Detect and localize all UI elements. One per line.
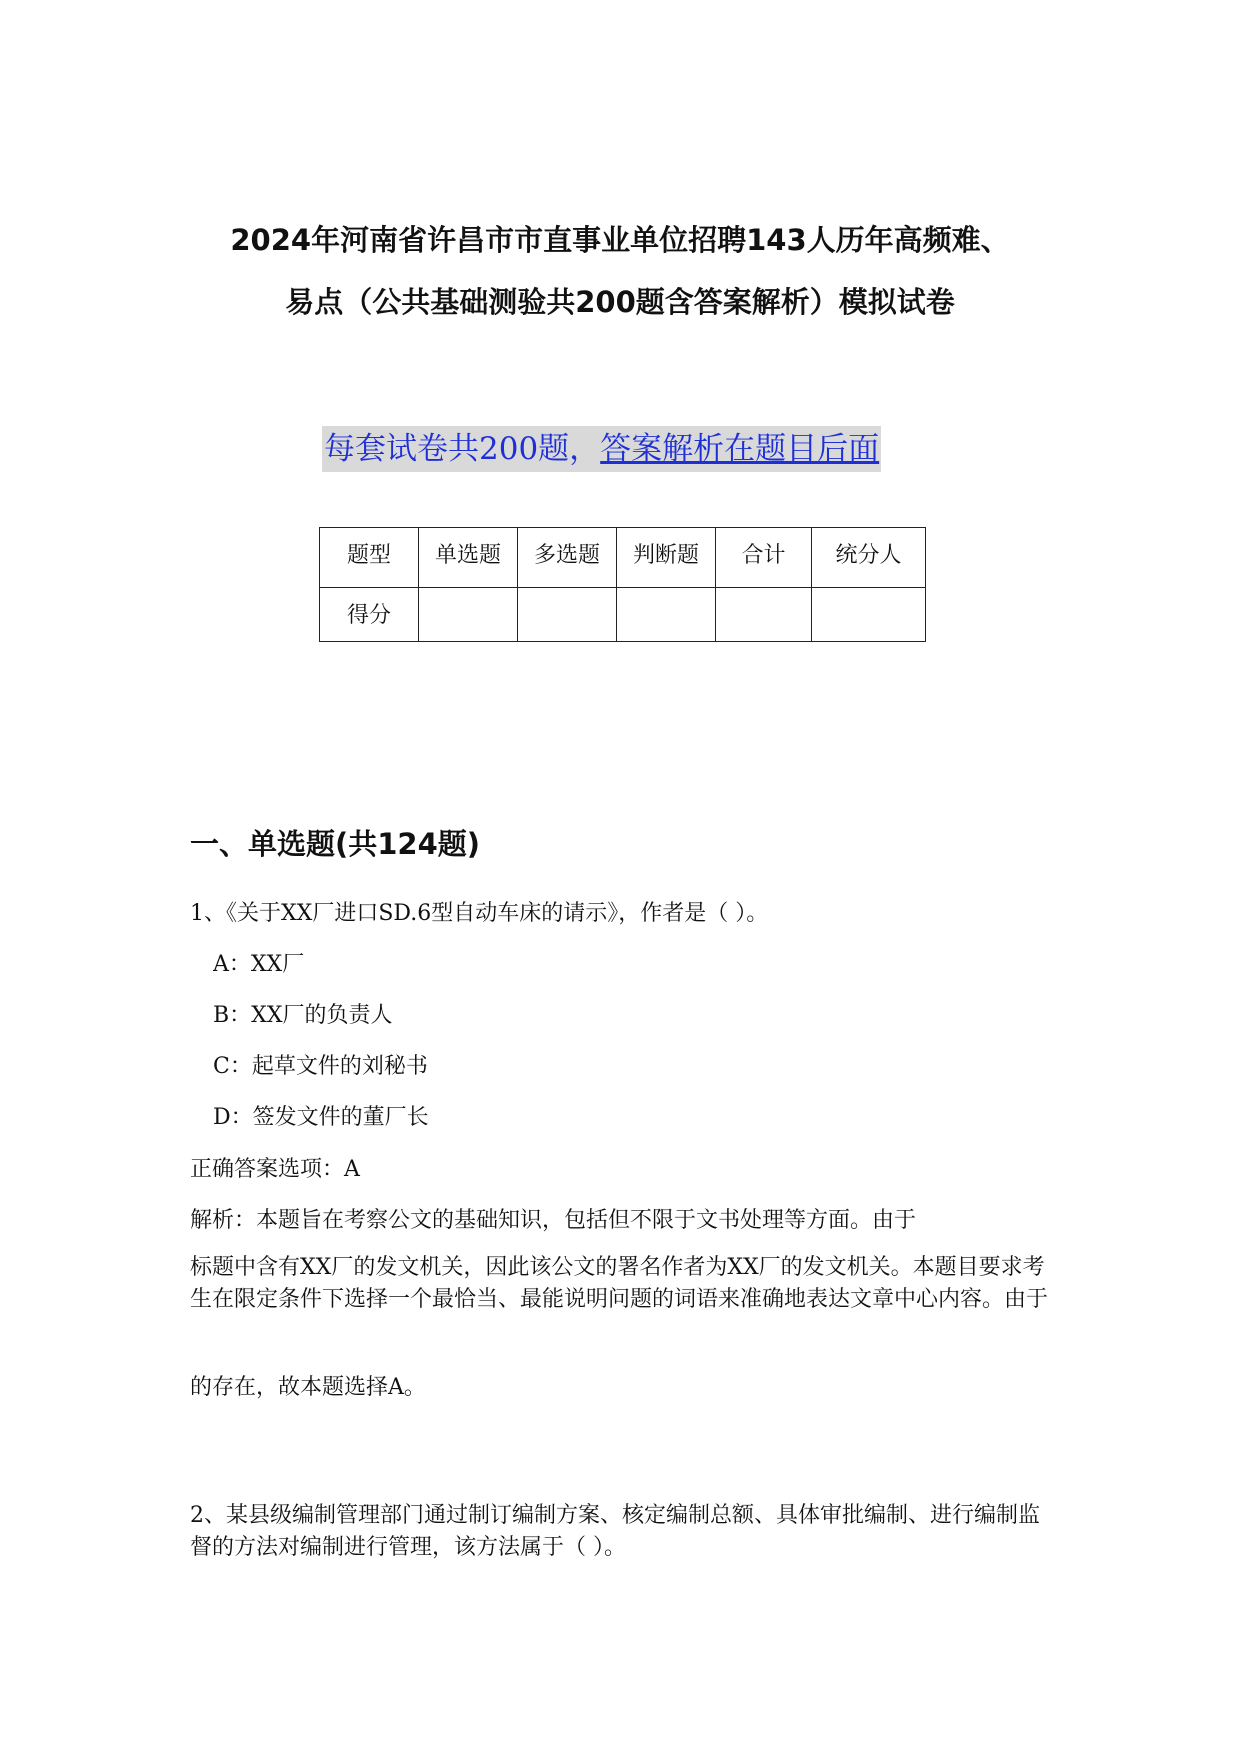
question-1-option-d: D：签发文件的董厂长 — [213, 1105, 429, 1130]
score-cell-single[interactable] — [419, 588, 518, 642]
banner-text: 每套试卷共200题， — [324, 431, 601, 467]
section-heading: 一、单选题(共124题) — [190, 827, 481, 861]
banner — [322, 426, 881, 472]
document-title-line1: 2024年河南省许昌市市直事业单位招聘143人历年高频难、 — [230, 223, 1010, 257]
question-1-analysis-3: 的存在，故本题选择A。 — [190, 1375, 426, 1400]
header-cell-judge: 判断题 — [617, 528, 716, 588]
question-1-stem: 1、《关于XX厂进口SD.6型自动车床的请示》，作者是（ ）。 — [190, 901, 769, 926]
row-label-score: 得分 — [320, 588, 419, 642]
header-cell-single: 单选题 — [419, 528, 518, 588]
score-table-score-row — [320, 588, 926, 642]
document-title-line2: 易点（公共基础测验共200题含答案解析）模拟试卷 — [285, 285, 955, 319]
header-cell-total: 合计 — [716, 528, 812, 588]
question-1-analysis-2: 标题中含有XX厂的发文机关，因此该公文的署名作者为XX厂的发文机关。本题目要求考生在限定条件下选择一个最恰当、最能说明问题的词语来准确地表达文章中心内容。由于 — [190, 1255, 1049, 1312]
score-table-header-row — [320, 528, 926, 588]
banner-link-text: 答案解析在题目后面 — [600, 431, 880, 467]
question-1-option-b: B：XX厂的负责人 — [213, 1003, 393, 1028]
score-cell-multi[interactable] — [518, 588, 617, 642]
header-cell-type: 题型 — [320, 528, 419, 588]
score-cell-total[interactable] — [716, 588, 812, 642]
question-1-option-a: A：XX厂 — [213, 952, 305, 977]
header-cell-multi: 多选题 — [518, 528, 617, 588]
question-1-analysis-1: 解析：本题旨在考察公文的基础知识，包括但不限于文书处理等方面。由于 — [190, 1208, 917, 1233]
question-1-answer: 正确答案选项：A — [190, 1157, 360, 1182]
header-cell-scorer: 统分人 — [812, 528, 926, 588]
score-cell-judge[interactable] — [617, 588, 716, 642]
score-table — [319, 527, 926, 642]
question-2-stem: 2、某县级编制管理部门通过制订编制方案、核定编制总额、具体审批编制、进行编制监督的方法对编制进行管理，该方法属于（ ）。 — [190, 1503, 1040, 1560]
question-1-option-c: C：起草文件的刘秘书 — [213, 1054, 428, 1079]
score-cell-scorer[interactable] — [812, 588, 926, 642]
